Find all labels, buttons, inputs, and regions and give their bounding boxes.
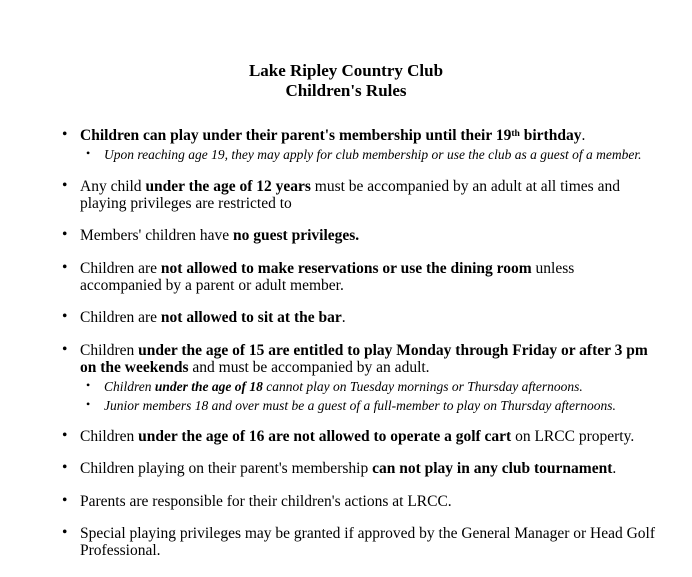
rule-text-segment: Junior members 18 and over must be a guest of a full-member to play on Thursday afternoons.: [104, 397, 616, 413]
rule-text-segment: under the age of 15 are entitled to play Monday through Friday or after 3 pm on the weekends: [80, 341, 648, 376]
rule-text-segment: th: [511, 127, 520, 139]
rule-text-segment: Children: [80, 428, 139, 446]
sub-rule-item: [0, 379, 662, 395]
rule-text-segment: .: [341, 309, 346, 327]
rule-text-segment: and must be accompanied by an adult.: [188, 358, 430, 376]
rule-text-segment: Children playing on their parent's membership: [80, 460, 373, 478]
rule-item: [0, 493, 655, 510]
document-title: [0, 61, 692, 101]
rule-text-segment: not allowed to sit at the bar: [160, 309, 342, 327]
rule-item: [0, 342, 655, 377]
rule-item: [0, 227, 655, 244]
rule-text-segment: .: [612, 460, 617, 478]
rule-text-segment: not allowed to make reservations or use the dining room: [160, 259, 532, 277]
rule-text-segment: Children: [104, 379, 155, 395]
rule-item: [0, 178, 655, 213]
rules-list: [0, 127, 692, 560]
sub-rule-item: [0, 398, 662, 414]
rule-text-segment: Special playing privileges may be granted if approved by the General Manager or Head Golf Professional.: [80, 525, 656, 560]
rule-item: [0, 525, 655, 560]
rule-text-segment: can not play in any club tournament: [372, 460, 613, 478]
title-line-2: Children's Rules: [285, 81, 407, 100]
rule-text-segment: Members' children have: [80, 227, 234, 245]
rule-text-segment: unless accompanied by a parent or adult member.: [80, 259, 575, 294]
rule-text-segment: Children are: [80, 309, 161, 327]
rule-item: [0, 309, 655, 326]
rule-text-segment: under the age of 18: [154, 379, 263, 395]
rule-text-segment: Any child: [80, 177, 146, 195]
rule-text-segment: Upon reaching age 19, they may apply for club membership or use the club as a guest of a member.: [104, 147, 642, 163]
rule-text-segment: Children are: [80, 259, 161, 277]
rule-item: [0, 127, 655, 144]
rule-text-segment: under the age of 12 years: [145, 177, 311, 195]
rule-text-segment: on LRCC property.: [511, 428, 635, 446]
rule-text-segment: .: [581, 127, 586, 144]
rule-text-segment: under the age of 16 are not allowed to operate a golf cart: [138, 428, 512, 446]
rule-text-segment: birthday: [519, 127, 582, 144]
rule-text-segment: must be accompanied by an adult at all times and playing privileges are restricted to: [80, 177, 620, 213]
rule-item: [0, 428, 655, 445]
rule-text-segment: cannot play on Tuesday mornings or Thursday afternoons.: [262, 379, 583, 395]
title-line-1: Lake Ripley Country Club: [248, 61, 444, 80]
sub-rule-item: [0, 147, 662, 163]
rule-text-segment: Children can play under their parent's membership until their 19: [80, 127, 512, 144]
rule-text-segment: no guest privileges.: [233, 227, 360, 245]
rule-text-segment: Parents are responsible for their children's actions at LRCC.: [80, 492, 452, 510]
rule-item: [0, 460, 655, 477]
rule-item: [0, 260, 655, 295]
rule-text-segment: Children: [80, 341, 139, 359]
